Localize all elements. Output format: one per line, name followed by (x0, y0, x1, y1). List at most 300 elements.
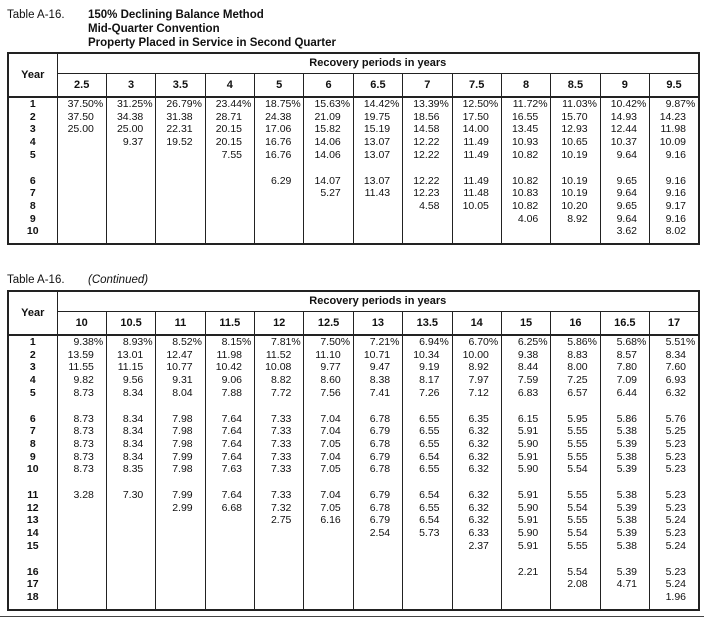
value-cell: 11.98 (205, 349, 254, 362)
value-cell: 5.23 (650, 463, 700, 476)
value-cell: 6.54 (403, 451, 452, 464)
value-cell: 5.39 (600, 438, 649, 451)
value-cell: 13.07 (353, 149, 402, 162)
value-cell (501, 578, 550, 591)
value-cell: 8.38 (353, 374, 402, 387)
value-cell: 6.25% (501, 335, 550, 349)
value-cell: 6.35 (452, 413, 501, 426)
value-cell: 2.37 (452, 540, 501, 553)
value-cell (551, 225, 600, 238)
value-cell (304, 225, 353, 238)
value-cell: 34.38 (106, 111, 155, 124)
value-cell: 9.65 (600, 175, 649, 188)
value-cell (403, 604, 452, 610)
value-cell (156, 591, 205, 604)
value-cell: 6.32 (452, 451, 501, 464)
value-cell (106, 187, 155, 200)
value-cell (106, 225, 155, 238)
value-cell (255, 566, 304, 579)
table1-title-line-2: Mid-Quarter Convention (88, 23, 220, 35)
value-cell (353, 162, 402, 175)
value-cell: 7.64 (205, 451, 254, 464)
value-cell: 6.83 (501, 387, 550, 400)
year-cell: 6 (8, 413, 57, 426)
value-cell: 7.04 (304, 489, 353, 502)
value-cell (205, 604, 254, 610)
value-cell (57, 213, 106, 226)
value-cell: 9.06 (205, 374, 254, 387)
value-cell: 7.72 (255, 387, 304, 400)
value-cell (304, 238, 353, 244)
value-cell: 5.55 (551, 489, 600, 502)
value-cell: 8.44 (501, 361, 550, 374)
value-cell: 5.24 (650, 578, 700, 591)
value-cell (156, 200, 205, 213)
value-cell: 8.73 (57, 387, 106, 400)
value-cell (452, 553, 501, 566)
value-cell (57, 591, 106, 604)
value-cell: 7.88 (205, 387, 254, 400)
value-cell: 7.64 (205, 438, 254, 451)
value-cell (452, 476, 501, 489)
value-cell: 8.34 (106, 438, 155, 451)
value-cell: 9.16 (650, 187, 700, 200)
value-cell: 7.33 (255, 463, 304, 476)
value-cell (353, 213, 402, 226)
value-cell: 6.32 (452, 438, 501, 451)
value-cell: 19.52 (156, 136, 205, 149)
table-a16-upper (7, 52, 700, 245)
value-cell (353, 578, 402, 591)
value-cell: 12.44 (600, 123, 649, 136)
value-cell: 5.86% (551, 335, 600, 349)
year-cell: 7 (8, 425, 57, 438)
value-cell: 5.23 (650, 438, 700, 451)
table-row (8, 591, 699, 604)
value-cell (106, 213, 155, 226)
value-cell (353, 540, 402, 553)
year-cell: 13 (8, 514, 57, 527)
value-cell (255, 540, 304, 553)
value-cell (650, 400, 700, 413)
value-cell: 5.39 (600, 527, 649, 540)
value-cell: 5.91 (501, 489, 550, 502)
value-cell: 7.59 (501, 374, 550, 387)
value-cell: 11.49 (452, 149, 501, 162)
value-cell: 14.06 (304, 136, 353, 149)
value-cell: 37.50 (57, 111, 106, 124)
value-cell (353, 225, 402, 238)
value-cell: 3.28 (57, 489, 106, 502)
value-cell (57, 175, 106, 188)
value-cell: 25.00 (106, 123, 155, 136)
table2-title-continued: (Continued) (88, 274, 149, 287)
year-cell: 14 (8, 527, 57, 540)
year-cell (8, 476, 57, 489)
value-cell: 7.05 (304, 438, 353, 451)
year-cell: 9 (8, 451, 57, 464)
value-cell: 5.91 (501, 425, 550, 438)
value-cell (106, 514, 155, 527)
table-row (8, 225, 699, 238)
value-cell (106, 149, 155, 162)
value-cell (106, 553, 155, 566)
value-cell: 5.38 (600, 514, 649, 527)
value-cell: 8.34 (106, 451, 155, 464)
value-cell: 10.42% (600, 97, 649, 111)
value-cell: 5.91 (501, 451, 550, 464)
value-cell: 7.32 (255, 502, 304, 515)
recovery-periods-group-header: Recovery periods in years (57, 291, 699, 311)
value-cell (650, 238, 700, 244)
value-cell (106, 591, 155, 604)
value-cell (255, 225, 304, 238)
table1-title-lines (88, 8, 336, 50)
table-row (8, 149, 699, 162)
value-cell: 10.83 (501, 187, 550, 200)
value-cell (255, 591, 304, 604)
value-cell (255, 200, 304, 213)
value-cell (205, 213, 254, 226)
value-cell: 6.54 (403, 489, 452, 502)
value-cell (57, 187, 106, 200)
value-cell (255, 527, 304, 540)
value-cell: 15.63% (304, 97, 353, 111)
table-row (8, 514, 699, 527)
value-cell: 15.70 (551, 111, 600, 124)
blank-row (8, 162, 699, 175)
value-cell: 8.73 (57, 451, 106, 464)
value-cell (600, 476, 649, 489)
year-cell: 11 (8, 489, 57, 502)
value-cell (501, 553, 550, 566)
value-cell: 31.25% (106, 97, 155, 111)
value-cell (205, 527, 254, 540)
value-cell: 13.45 (501, 123, 550, 136)
value-cell (106, 604, 155, 610)
value-cell: 13.07 (353, 175, 402, 188)
value-cell (106, 162, 155, 175)
value-cell: 17.06 (255, 123, 304, 136)
value-cell (403, 213, 452, 226)
value-cell: 28.71 (205, 111, 254, 124)
value-cell: 9.64 (600, 213, 649, 226)
value-cell: 7.56 (304, 387, 353, 400)
table-a16-continued (7, 290, 700, 611)
value-cell (403, 225, 452, 238)
value-cell (106, 502, 155, 515)
year-column-header: Year (8, 53, 57, 97)
value-cell: 6.55 (403, 425, 452, 438)
year-cell: 2 (8, 349, 57, 362)
year-cell: 4 (8, 374, 57, 387)
value-cell: 7.98 (156, 438, 205, 451)
value-cell: 5.55 (551, 438, 600, 451)
value-cell: 5.38 (600, 489, 649, 502)
value-cell: 4.71 (600, 578, 649, 591)
value-cell (304, 162, 353, 175)
value-cell: 9.37 (106, 136, 155, 149)
value-cell (255, 238, 304, 244)
year-cell: 17 (8, 578, 57, 591)
recovery-period-column-header: 8 (501, 73, 550, 97)
value-cell: 11.49 (452, 136, 501, 149)
value-cell: 20.15 (205, 123, 254, 136)
value-cell: 12.50% (452, 97, 501, 111)
value-cell: 9.31 (156, 374, 205, 387)
table-row (8, 175, 699, 188)
value-cell: 7.25 (551, 374, 600, 387)
value-cell (156, 578, 205, 591)
value-cell: 5.38 (600, 540, 649, 553)
table-row (8, 200, 699, 213)
value-cell (57, 238, 106, 244)
value-cell: 13.07 (353, 136, 402, 149)
value-cell: 10.08 (255, 361, 304, 374)
recovery-period-column-header: 4 (205, 73, 254, 97)
year-cell: 4 (8, 136, 57, 149)
table1-title-line-1: 150% Declining Balance Method (88, 9, 264, 21)
value-cell: 7.64 (205, 425, 254, 438)
value-cell: 24.38 (255, 111, 304, 124)
value-cell: 8.57 (600, 349, 649, 362)
value-cell (106, 175, 155, 188)
value-cell (156, 238, 205, 244)
value-cell: 6.70% (452, 335, 501, 349)
value-cell (403, 238, 452, 244)
year-cell: 18 (8, 591, 57, 604)
blank-row (8, 553, 699, 566)
value-cell (551, 591, 600, 604)
value-cell: 10.93 (501, 136, 550, 149)
value-cell: 8.73 (57, 413, 106, 426)
value-cell (304, 213, 353, 226)
value-cell: 9.38 (501, 349, 550, 362)
value-cell: 10.00 (452, 349, 501, 362)
value-cell (205, 578, 254, 591)
value-cell: 25.00 (57, 123, 106, 136)
table-row (8, 123, 699, 136)
value-cell: 7.33 (255, 425, 304, 438)
year-cell: 8 (8, 200, 57, 213)
value-cell: 5.90 (501, 438, 550, 451)
value-cell (600, 238, 649, 244)
value-cell: 5.95 (551, 413, 600, 426)
table-row (8, 111, 699, 124)
value-cell (57, 136, 106, 149)
value-cell: 6.16 (304, 514, 353, 527)
value-cell (452, 566, 501, 579)
value-cell: 6.32 (452, 514, 501, 527)
value-cell: 16.76 (255, 136, 304, 149)
value-cell: 14.07 (304, 175, 353, 188)
value-cell: 6.32 (452, 502, 501, 515)
value-cell: 8.82 (255, 374, 304, 387)
value-cell (452, 604, 501, 610)
value-cell: 8.34 (106, 413, 155, 426)
value-cell: 6.57 (551, 387, 600, 400)
recovery-period-column-header: 16.5 (600, 311, 649, 335)
value-cell (551, 238, 600, 244)
value-cell: 11.98 (650, 123, 700, 136)
value-cell: 5.55 (551, 425, 600, 438)
value-cell (156, 604, 205, 610)
recovery-period-column-header: 15 (501, 311, 550, 335)
value-cell: 5.54 (551, 527, 600, 540)
value-cell (551, 476, 600, 489)
value-cell (205, 591, 254, 604)
value-cell: 5.90 (501, 463, 550, 476)
value-cell: 5.91 (501, 514, 550, 527)
value-cell (501, 238, 550, 244)
value-cell (353, 604, 402, 610)
value-cell: 8.02 (650, 225, 700, 238)
value-cell: 5.38 (600, 451, 649, 464)
recovery-period-column-header: 12 (255, 311, 304, 335)
value-cell: 10.65 (551, 136, 600, 149)
value-cell (205, 238, 254, 244)
blank-row (8, 238, 699, 244)
table-row (8, 187, 699, 200)
year-cell (8, 604, 57, 610)
value-cell: 10.05 (452, 200, 501, 213)
value-cell (106, 540, 155, 553)
value-cell: 10.71 (353, 349, 402, 362)
value-cell (156, 175, 205, 188)
value-cell (304, 400, 353, 413)
value-cell: 12.22 (403, 149, 452, 162)
value-cell: 11.48 (452, 187, 501, 200)
recovery-period-column-header: 11.5 (205, 311, 254, 335)
value-cell (106, 238, 155, 244)
value-cell (57, 225, 106, 238)
value-cell: 6.78 (353, 413, 402, 426)
year-cell: 10 (8, 225, 57, 238)
value-cell: 6.79 (353, 425, 402, 438)
value-cell (600, 162, 649, 175)
value-cell: 5.39 (600, 566, 649, 579)
table2-title-lines (88, 273, 148, 287)
value-cell: 10.82 (501, 200, 550, 213)
value-cell (156, 187, 205, 200)
value-cell: 8.00 (551, 361, 600, 374)
table-row (8, 97, 699, 111)
value-cell (255, 553, 304, 566)
value-cell: 31.38 (156, 111, 205, 124)
value-cell: 7.33 (255, 451, 304, 464)
value-cell: 7.98 (156, 425, 205, 438)
recovery-period-column-header: 5 (255, 73, 304, 97)
year-cell: 12 (8, 502, 57, 515)
value-cell: 9.47 (353, 361, 402, 374)
value-cell: 9.64 (600, 149, 649, 162)
value-cell: 8.93% (106, 335, 155, 349)
value-cell: 9.56 (106, 374, 155, 387)
value-cell: 4.06 (501, 213, 550, 226)
table-row (8, 136, 699, 149)
value-cell: 8.34 (106, 387, 155, 400)
value-cell: 5.23 (650, 489, 700, 502)
value-cell: 7.64 (205, 413, 254, 426)
recovery-period-column-header: 10 (57, 311, 106, 335)
value-cell: 6.54 (403, 514, 452, 527)
value-cell (156, 553, 205, 566)
value-cell: 11.55 (57, 361, 106, 374)
value-cell (551, 604, 600, 610)
value-cell (353, 200, 402, 213)
value-cell: 6.32 (452, 489, 501, 502)
year-cell (8, 400, 57, 413)
value-cell (57, 162, 106, 175)
value-cell: 14.23 (650, 111, 700, 124)
value-cell (106, 527, 155, 540)
value-cell: 8.17 (403, 374, 452, 387)
value-cell: 8.83 (551, 349, 600, 362)
value-cell: 7.04 (304, 413, 353, 426)
value-cell (57, 578, 106, 591)
table-row (8, 361, 699, 374)
value-cell: 5.86 (600, 413, 649, 426)
value-cell: 7.97 (452, 374, 501, 387)
value-cell (156, 225, 205, 238)
value-cell (205, 187, 254, 200)
value-cell: 11.43 (353, 187, 402, 200)
value-cell (452, 578, 501, 591)
year-cell: 5 (8, 387, 57, 400)
value-cell: 7.98 (156, 413, 205, 426)
value-cell: 5.55 (551, 540, 600, 553)
value-cell (205, 476, 254, 489)
value-cell: 6.93 (650, 374, 700, 387)
value-cell: 19.75 (353, 111, 402, 124)
value-cell: 9.77 (304, 361, 353, 374)
value-cell: 7.05 (304, 502, 353, 515)
value-cell (403, 566, 452, 579)
value-cell (57, 553, 106, 566)
year-cell: 7 (8, 187, 57, 200)
value-cell (452, 238, 501, 244)
value-cell (551, 400, 600, 413)
value-cell: 5.54 (551, 463, 600, 476)
value-cell (403, 591, 452, 604)
value-cell: 5.23 (650, 451, 700, 464)
table-row (8, 349, 699, 362)
value-cell (57, 400, 106, 413)
value-cell: 6.68 (205, 502, 254, 515)
table1-title-line-3: Property Placed in Service in Second Quarter (88, 37, 336, 49)
recovery-period-column-header: 6 (304, 73, 353, 97)
value-cell: 6.55 (403, 413, 452, 426)
value-cell (353, 566, 402, 579)
value-cell (353, 591, 402, 604)
value-cell: 8.04 (156, 387, 205, 400)
year-cell (8, 238, 57, 244)
value-cell (205, 162, 254, 175)
value-cell: 8.35 (106, 463, 155, 476)
value-cell: 18.56 (403, 111, 452, 124)
value-cell (57, 502, 106, 515)
value-cell (403, 540, 452, 553)
value-cell: 7.33 (255, 489, 304, 502)
value-cell: 7.30 (106, 489, 155, 502)
value-cell (304, 566, 353, 579)
value-cell: 6.33 (452, 527, 501, 540)
value-cell (205, 200, 254, 213)
value-cell (205, 566, 254, 579)
value-cell: 14.58 (403, 123, 452, 136)
value-cell: 6.78 (353, 463, 402, 476)
value-cell (106, 200, 155, 213)
